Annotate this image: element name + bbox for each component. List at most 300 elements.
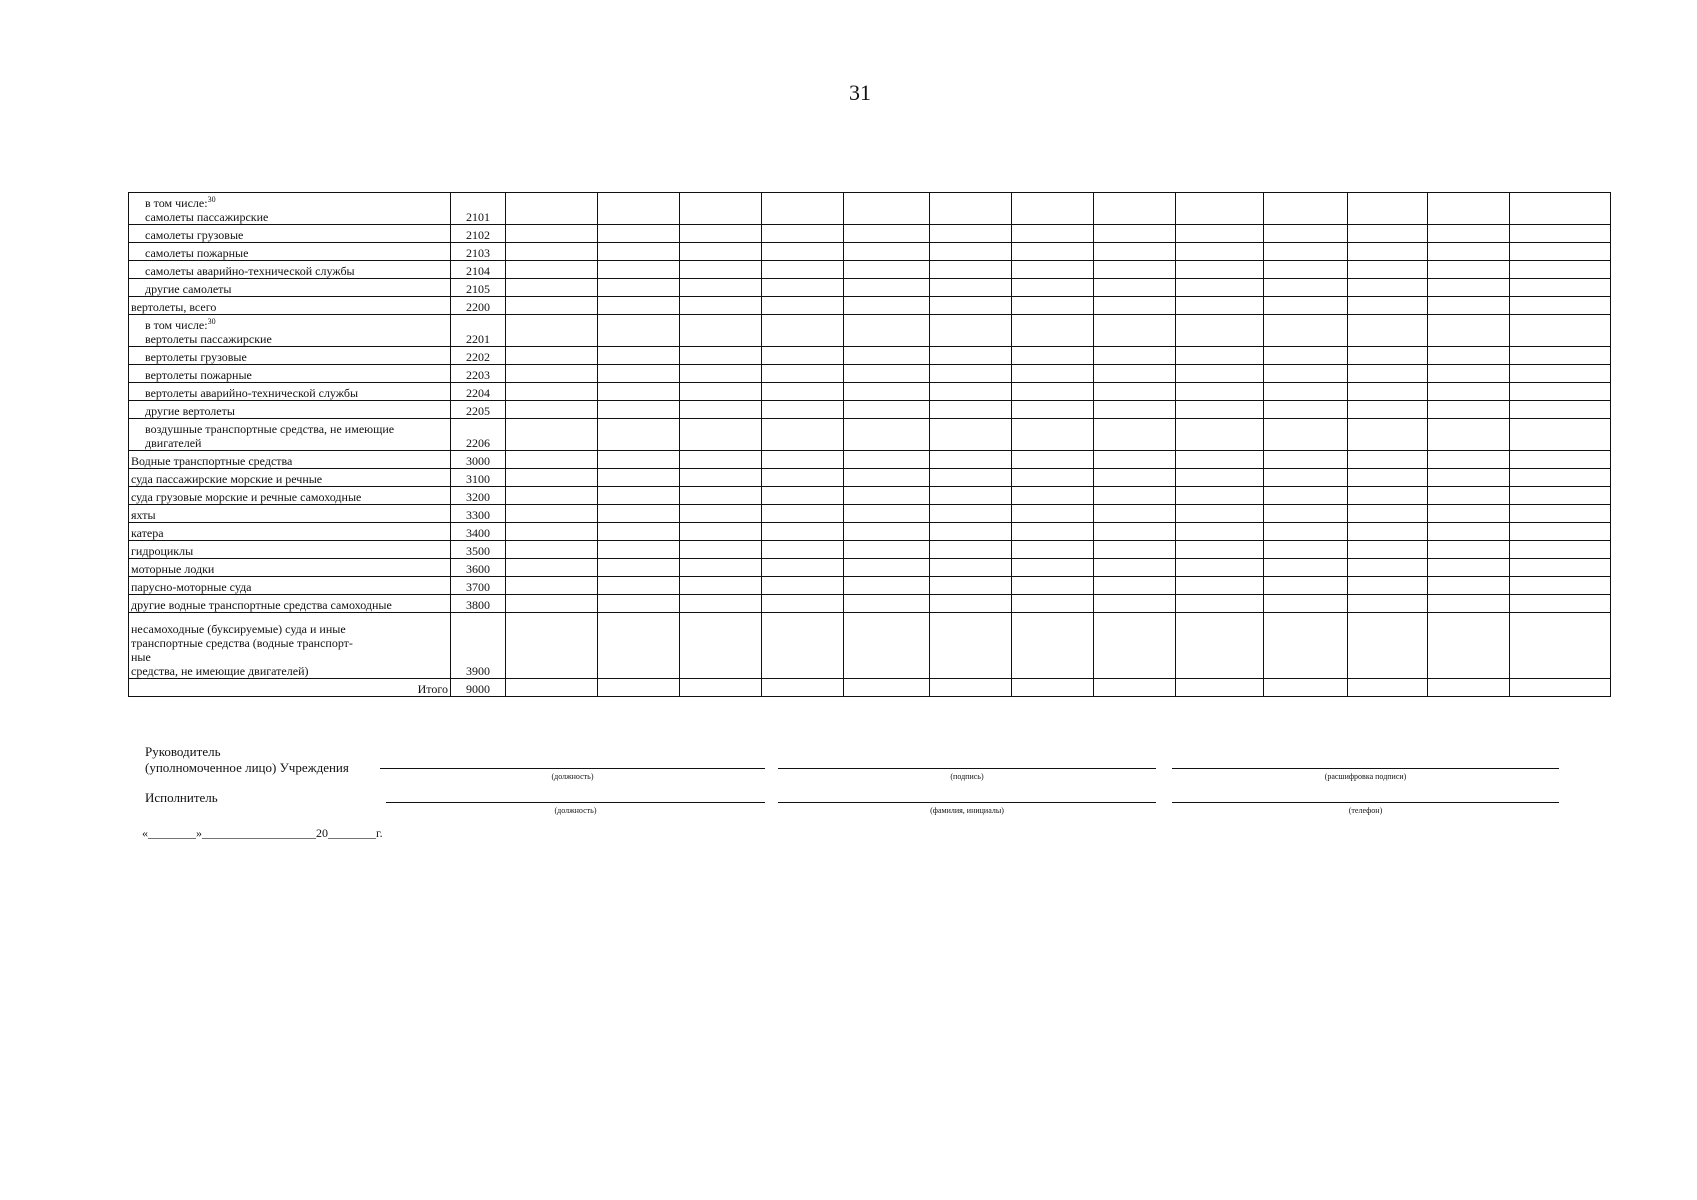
value-cell[interactable] [680,401,762,419]
value-cell[interactable] [930,613,1012,679]
value-cell[interactable] [1510,505,1611,523]
value-cell[interactable] [930,523,1012,541]
value-cell[interactable] [1348,419,1428,451]
head-decoding-line[interactable] [1172,768,1559,769]
value-cell[interactable] [1176,261,1264,279]
value-cell[interactable] [1094,451,1176,469]
value-cell[interactable] [598,613,680,679]
value-cell[interactable] [1176,419,1264,451]
value-cell[interactable] [1348,401,1428,419]
value-cell[interactable] [930,487,1012,505]
value-cell[interactable] [762,451,844,469]
value-cell[interactable] [844,595,930,613]
value-cell[interactable] [1428,595,1510,613]
value-cell[interactable] [1264,243,1348,261]
value-cell[interactable] [1012,261,1094,279]
value-cell[interactable] [1176,193,1264,225]
value-cell[interactable] [1348,559,1428,577]
date-line[interactable]: «________»___________________20________г. [142,826,383,840]
value-cell[interactable] [598,315,680,347]
value-cell[interactable] [844,559,930,577]
value-cell[interactable] [680,243,762,261]
value-cell[interactable] [844,279,930,297]
value-cell[interactable] [930,679,1012,697]
value-cell[interactable] [844,347,930,365]
value-cell[interactable] [930,365,1012,383]
value-cell[interactable] [844,315,930,347]
value-cell[interactable] [1428,225,1510,243]
value-cell[interactable] [1094,225,1176,243]
value-cell[interactable] [844,243,930,261]
value-cell[interactable] [1094,297,1176,315]
value-cell[interactable] [680,419,762,451]
value-cell[interactable] [1012,297,1094,315]
value-cell[interactable] [762,613,844,679]
value-cell[interactable] [930,383,1012,401]
value-cell[interactable] [506,487,598,505]
value-cell[interactable] [506,577,598,595]
value-cell[interactable] [1094,383,1176,401]
head-position-line[interactable] [380,768,765,769]
value-cell[interactable] [1348,451,1428,469]
value-cell[interactable] [1428,193,1510,225]
value-cell[interactable] [680,297,762,315]
value-cell[interactable] [1012,541,1094,559]
value-cell[interactable] [1510,487,1611,505]
value-cell[interactable] [598,577,680,595]
value-cell[interactable] [506,505,598,523]
value-cell[interactable] [1348,613,1428,679]
value-cell[interactable] [844,541,930,559]
value-cell[interactable] [930,505,1012,523]
value-cell[interactable] [930,261,1012,279]
value-cell[interactable] [762,487,844,505]
value-cell[interactable] [506,365,598,383]
value-cell[interactable] [1176,225,1264,243]
value-cell[interactable] [762,279,844,297]
value-cell[interactable] [1348,469,1428,487]
value-cell[interactable] [1094,261,1176,279]
value-cell[interactable] [598,193,680,225]
value-cell[interactable] [680,261,762,279]
value-cell[interactable] [1428,613,1510,679]
value-cell[interactable] [1176,523,1264,541]
value-cell[interactable] [844,469,930,487]
value-cell[interactable] [1428,347,1510,365]
value-cell[interactable] [930,279,1012,297]
value-cell[interactable] [1348,365,1428,383]
value-cell[interactable] [1428,261,1510,279]
value-cell[interactable] [598,505,680,523]
value-cell[interactable] [1094,469,1176,487]
value-cell[interactable] [1510,261,1611,279]
value-cell[interactable] [506,243,598,261]
value-cell[interactable] [1094,559,1176,577]
value-cell[interactable] [506,261,598,279]
value-cell[interactable] [1510,401,1611,419]
value-cell[interactable] [1264,279,1348,297]
value-cell[interactable] [1264,383,1348,401]
value-cell[interactable] [1264,451,1348,469]
value-cell[interactable] [506,451,598,469]
value-cell[interactable] [1428,315,1510,347]
value-cell[interactable] [506,613,598,679]
value-cell[interactable] [1264,469,1348,487]
value-cell[interactable] [1510,297,1611,315]
value-cell[interactable] [1348,243,1428,261]
value-cell[interactable] [930,347,1012,365]
value-cell[interactable] [1094,577,1176,595]
value-cell[interactable] [1428,279,1510,297]
value-cell[interactable] [1012,315,1094,347]
value-cell[interactable] [844,487,930,505]
value-cell[interactable] [1176,315,1264,347]
value-cell[interactable] [1264,613,1348,679]
value-cell[interactable] [1428,297,1510,315]
value-cell[interactable] [1348,383,1428,401]
value-cell[interactable] [1264,401,1348,419]
value-cell[interactable] [1428,243,1510,261]
value-cell[interactable] [762,365,844,383]
value-cell[interactable] [1012,419,1094,451]
value-cell[interactable] [930,541,1012,559]
value-cell[interactable] [1264,541,1348,559]
value-cell[interactable] [506,315,598,347]
value-cell[interactable] [1012,193,1094,225]
value-cell[interactable] [1176,679,1264,697]
value-cell[interactable] [1510,243,1611,261]
value-cell[interactable] [1348,541,1428,559]
value-cell[interactable] [1348,487,1428,505]
value-cell[interactable] [1510,613,1611,679]
value-cell[interactable] [1012,487,1094,505]
value-cell[interactable] [844,193,930,225]
value-cell[interactable] [506,541,598,559]
value-cell[interactable] [1094,401,1176,419]
value-cell[interactable] [1264,347,1348,365]
value-cell[interactable] [680,365,762,383]
value-cell[interactable] [598,679,680,697]
value-cell[interactable] [1428,451,1510,469]
value-cell[interactable] [930,193,1012,225]
value-cell[interactable] [1428,419,1510,451]
value-cell[interactable] [1176,383,1264,401]
value-cell[interactable] [1510,193,1611,225]
value-cell[interactable] [1176,451,1264,469]
value-cell[interactable] [762,297,844,315]
value-cell[interactable] [1176,401,1264,419]
value-cell[interactable] [506,523,598,541]
value-cell[interactable] [1510,225,1611,243]
value-cell[interactable] [844,261,930,279]
value-cell[interactable] [1094,487,1176,505]
value-cell[interactable] [1510,365,1611,383]
value-cell[interactable] [1176,613,1264,679]
value-cell[interactable] [844,383,930,401]
value-cell[interactable] [1176,577,1264,595]
value-cell[interactable] [1264,523,1348,541]
value-cell[interactable] [930,559,1012,577]
value-cell[interactable] [1176,297,1264,315]
value-cell[interactable] [680,559,762,577]
value-cell[interactable] [598,279,680,297]
value-cell[interactable] [1348,225,1428,243]
value-cell[interactable] [1012,451,1094,469]
value-cell[interactable] [762,225,844,243]
value-cell[interactable] [1428,401,1510,419]
value-cell[interactable] [1510,383,1611,401]
value-cell[interactable] [1510,469,1611,487]
value-cell[interactable] [930,297,1012,315]
value-cell[interactable] [1094,679,1176,697]
value-cell[interactable] [1264,297,1348,315]
value-cell[interactable] [1264,559,1348,577]
value-cell[interactable] [1348,523,1428,541]
value-cell[interactable] [506,419,598,451]
value-cell[interactable] [680,541,762,559]
value-cell[interactable] [1510,523,1611,541]
value-cell[interactable] [844,613,930,679]
value-cell[interactable] [680,347,762,365]
value-cell[interactable] [1012,243,1094,261]
value-cell[interactable] [680,225,762,243]
value-cell[interactable] [1264,261,1348,279]
value-cell[interactable] [1012,383,1094,401]
value-cell[interactable] [930,401,1012,419]
value-cell[interactable] [506,469,598,487]
value-cell[interactable] [1510,559,1611,577]
value-cell[interactable] [844,577,930,595]
value-cell[interactable] [598,541,680,559]
value-cell[interactable] [680,679,762,697]
value-cell[interactable] [680,315,762,347]
value-cell[interactable] [1348,679,1428,697]
value-cell[interactable] [1012,365,1094,383]
value-cell[interactable] [680,383,762,401]
value-cell[interactable] [1012,401,1094,419]
value-cell[interactable] [598,419,680,451]
value-cell[interactable] [1428,505,1510,523]
value-cell[interactable] [1094,419,1176,451]
value-cell[interactable] [1348,279,1428,297]
value-cell[interactable] [598,487,680,505]
value-cell[interactable] [1094,193,1176,225]
value-cell[interactable] [1510,541,1611,559]
value-cell[interactable] [680,469,762,487]
value-cell[interactable] [506,347,598,365]
value-cell[interactable] [680,279,762,297]
value-cell[interactable] [1428,541,1510,559]
value-cell[interactable] [1348,297,1428,315]
value-cell[interactable] [1264,365,1348,383]
head-signature-line[interactable] [778,768,1156,769]
value-cell[interactable] [1176,559,1264,577]
value-cell[interactable] [930,595,1012,613]
value-cell[interactable] [1348,577,1428,595]
executor-phone-line[interactable] [1172,802,1559,803]
value-cell[interactable] [1510,679,1611,697]
value-cell[interactable] [506,559,598,577]
value-cell[interactable] [1176,541,1264,559]
value-cell[interactable] [844,679,930,697]
value-cell[interactable] [598,523,680,541]
value-cell[interactable] [930,315,1012,347]
value-cell[interactable] [762,523,844,541]
value-cell[interactable] [680,523,762,541]
value-cell[interactable] [598,261,680,279]
value-cell[interactable] [1264,193,1348,225]
value-cell[interactable] [598,383,680,401]
value-cell[interactable] [762,315,844,347]
value-cell[interactable] [844,451,930,469]
value-cell[interactable] [506,401,598,419]
value-cell[interactable] [1012,347,1094,365]
value-cell[interactable] [1012,279,1094,297]
value-cell[interactable] [1348,315,1428,347]
value-cell[interactable] [1012,613,1094,679]
value-cell[interactable] [1094,243,1176,261]
value-cell[interactable] [1264,505,1348,523]
value-cell[interactable] [1428,383,1510,401]
value-cell[interactable] [598,595,680,613]
value-cell[interactable] [1012,679,1094,697]
value-cell[interactable] [1428,577,1510,595]
value-cell[interactable] [1094,505,1176,523]
value-cell[interactable] [506,383,598,401]
value-cell[interactable] [844,225,930,243]
value-cell[interactable] [1510,451,1611,469]
value-cell[interactable] [1348,595,1428,613]
value-cell[interactable] [1176,279,1264,297]
value-cell[interactable] [1094,365,1176,383]
value-cell[interactable] [1510,347,1611,365]
value-cell[interactable] [930,451,1012,469]
value-cell[interactable] [1510,419,1611,451]
value-cell[interactable] [598,451,680,469]
value-cell[interactable] [1264,577,1348,595]
value-cell[interactable] [1094,595,1176,613]
value-cell[interactable] [844,365,930,383]
value-cell[interactable] [598,469,680,487]
value-cell[interactable] [1094,315,1176,347]
value-cell[interactable] [844,523,930,541]
value-cell[interactable] [1012,595,1094,613]
value-cell[interactable] [1176,365,1264,383]
value-cell[interactable] [1176,347,1264,365]
value-cell[interactable] [762,541,844,559]
value-cell[interactable] [1012,225,1094,243]
value-cell[interactable] [762,383,844,401]
value-cell[interactable] [598,297,680,315]
value-cell[interactable] [1348,505,1428,523]
value-cell[interactable] [1012,559,1094,577]
value-cell[interactable] [680,505,762,523]
value-cell[interactable] [1428,469,1510,487]
value-cell[interactable] [1094,279,1176,297]
value-cell[interactable] [930,419,1012,451]
value-cell[interactable] [1264,225,1348,243]
value-cell[interactable] [598,243,680,261]
value-cell[interactable] [762,347,844,365]
value-cell[interactable] [762,401,844,419]
value-cell[interactable] [1510,315,1611,347]
value-cell[interactable] [1264,595,1348,613]
value-cell[interactable] [680,613,762,679]
value-cell[interactable] [1094,613,1176,679]
value-cell[interactable] [506,679,598,697]
value-cell[interactable] [1176,595,1264,613]
value-cell[interactable] [506,225,598,243]
value-cell[interactable] [1510,279,1611,297]
value-cell[interactable] [930,225,1012,243]
value-cell[interactable] [844,297,930,315]
value-cell[interactable] [1428,559,1510,577]
value-cell[interactable] [762,261,844,279]
value-cell[interactable] [1264,315,1348,347]
value-cell[interactable] [680,595,762,613]
value-cell[interactable] [506,595,598,613]
value-cell[interactable] [1428,679,1510,697]
value-cell[interactable] [1348,261,1428,279]
value-cell[interactable] [1428,487,1510,505]
value-cell[interactable] [1348,347,1428,365]
value-cell[interactable] [506,279,598,297]
value-cell[interactable] [844,419,930,451]
value-cell[interactable] [1264,487,1348,505]
value-cell[interactable] [680,577,762,595]
value-cell[interactable] [1428,523,1510,541]
value-cell[interactable] [762,559,844,577]
value-cell[interactable] [930,577,1012,595]
value-cell[interactable] [506,193,598,225]
executor-name-line[interactable] [778,802,1156,803]
value-cell[interactable] [1510,595,1611,613]
value-cell[interactable] [1012,523,1094,541]
value-cell[interactable] [1094,541,1176,559]
value-cell[interactable] [598,401,680,419]
value-cell[interactable] [506,297,598,315]
value-cell[interactable] [844,505,930,523]
value-cell[interactable] [762,595,844,613]
value-cell[interactable] [598,559,680,577]
value-cell[interactable] [1012,505,1094,523]
value-cell[interactable] [1428,365,1510,383]
value-cell[interactable] [1176,469,1264,487]
value-cell[interactable] [762,469,844,487]
value-cell[interactable] [762,419,844,451]
value-cell[interactable] [930,469,1012,487]
value-cell[interactable] [930,243,1012,261]
value-cell[interactable] [680,451,762,469]
value-cell[interactable] [762,577,844,595]
value-cell[interactable] [598,225,680,243]
value-cell[interactable] [762,679,844,697]
value-cell[interactable] [680,487,762,505]
value-cell[interactable] [1348,193,1428,225]
value-cell[interactable] [1094,523,1176,541]
value-cell[interactable] [1012,469,1094,487]
value-cell[interactable] [1176,487,1264,505]
value-cell[interactable] [1094,347,1176,365]
value-cell[interactable] [598,365,680,383]
value-cell[interactable] [762,505,844,523]
value-cell[interactable] [1510,577,1611,595]
value-cell[interactable] [762,243,844,261]
value-cell[interactable] [1264,419,1348,451]
value-cell[interactable] [1264,679,1348,697]
executor-position-line[interactable] [386,802,765,803]
value-cell[interactable] [1176,243,1264,261]
